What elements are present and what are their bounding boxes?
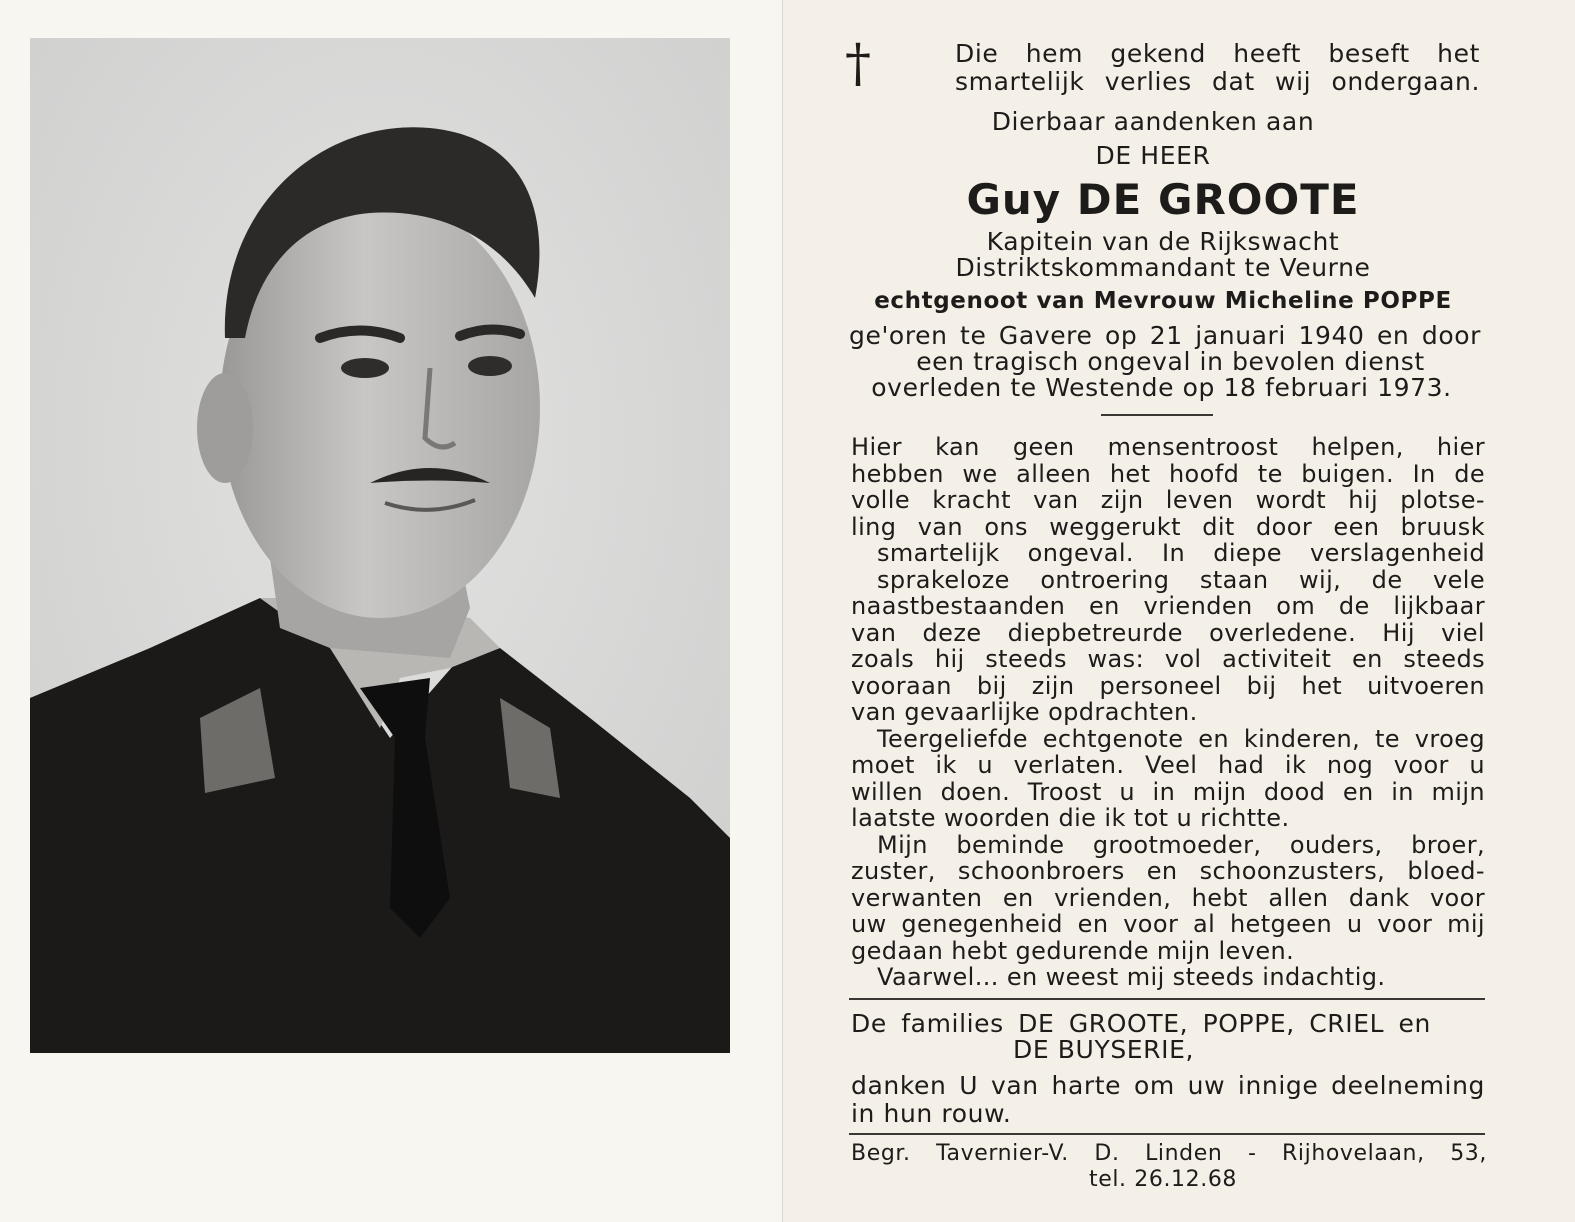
divider [849, 998, 1485, 1000]
text-line: Mijn beminde grootmoeder, ouders, broer, [877, 830, 1485, 859]
text-line: laatste woorden die ik tot u richtte. [851, 804, 1290, 832]
text-line: van gevaarlijke opdrachten. [851, 698, 1198, 726]
portrait-illustration [30, 38, 730, 1053]
text-line: uw genegenheid en voor al hetgeen u voor mij [851, 910, 1485, 938]
remembrance-heading: Dierbaar aandenken aan [991, 107, 1315, 136]
families-line-1: De families DE GROOTE, POPPE, CRIEL en [851, 1009, 1431, 1038]
honorific: DE HEER [1095, 141, 1211, 170]
text-line: moet ik u verlaten. Veel had ik nog voor u [851, 751, 1485, 779]
memorial-text-card [782, 0, 1575, 1222]
text-line: Teergeliefde echtgenote en kinderen, te vroeg [877, 724, 1485, 753]
verse-line-1: Die hem gekend heeft beseft het [955, 39, 1480, 68]
families-line-2: DE BUYSERIE, [1013, 1035, 1195, 1064]
thanks-line-2: in hun rouw. [851, 1099, 1012, 1128]
text-line: naastbestaanden en vrienden om de lijkbaar [851, 592, 1485, 620]
text-line: willen doen. Troost u in mijn dood en in mijn [851, 777, 1485, 806]
spouse-line: echtgenoot van Mevrouw Micheline POPPE [874, 288, 1452, 314]
printer-line: Begr. Tavernier-V. D. Linden - Rijhovelaan, 53, [851, 1141, 1487, 1166]
portrait-photo [30, 38, 730, 1053]
thanks-line-1: danken U van harte om uw innige deelneming [851, 1071, 1485, 1100]
photo-card [0, 0, 782, 1222]
text-line: van deze diepbetreurde overledene. Hij viel [851, 618, 1485, 647]
birth-line-3: overleden te Westende op 18 februari 1973. [871, 373, 1452, 402]
birth-line-2: een tragisch ongeval in bevolen dienst [916, 347, 1425, 376]
memorial-text [851, 434, 1485, 991]
text-line: ling van ons weggerukt dit door een bruusk [851, 512, 1485, 541]
verse-line-2: smartelijk verlies dat wij ondergaan. [955, 67, 1480, 96]
divider [849, 1133, 1485, 1135]
text-line: hebben we alleen het hoofd te buigen. In de [851, 459, 1485, 488]
text-line: Hier kan geen mensentroost helpen, hier [851, 433, 1485, 461]
position-line: Distriktskommandant te Veurne [955, 253, 1371, 282]
cross-icon: † [845, 34, 871, 94]
text-line: Vaarwel... en weest mij steeds indachtig. [877, 963, 1386, 991]
text-line: zuster, schoonbroers en schoonzusters, bloed- [851, 857, 1485, 885]
text-line: verwanten en vrienden, hebt allen dank voor [851, 883, 1485, 912]
text-line: volle kracht van zijn leven wordt hij plotse- [851, 486, 1485, 514]
divider [1101, 414, 1213, 416]
deceased-name: Guy DE GROOTE [966, 175, 1360, 224]
rank-line: Kapitein van de Rijkswacht [986, 227, 1340, 256]
text-line: sprakeloze ontroering staan wij, de vele [877, 565, 1485, 594]
text-line: gedaan hebt gedurende mijn leven. [851, 936, 1295, 965]
text-line: smartelijk ongeval. In diepe verslagenheid [877, 539, 1485, 567]
text-line: zoals hij steeds was: vol activiteit en steeds [851, 645, 1485, 673]
text-line: vooraan bij zijn personeel bij het uitvoeren [851, 671, 1485, 700]
printer-phone: tel. 26.12.68 [1088, 1167, 1238, 1192]
birth-line-1: ge'oren te Gavere op 21 januari 1940 en door [849, 321, 1481, 350]
